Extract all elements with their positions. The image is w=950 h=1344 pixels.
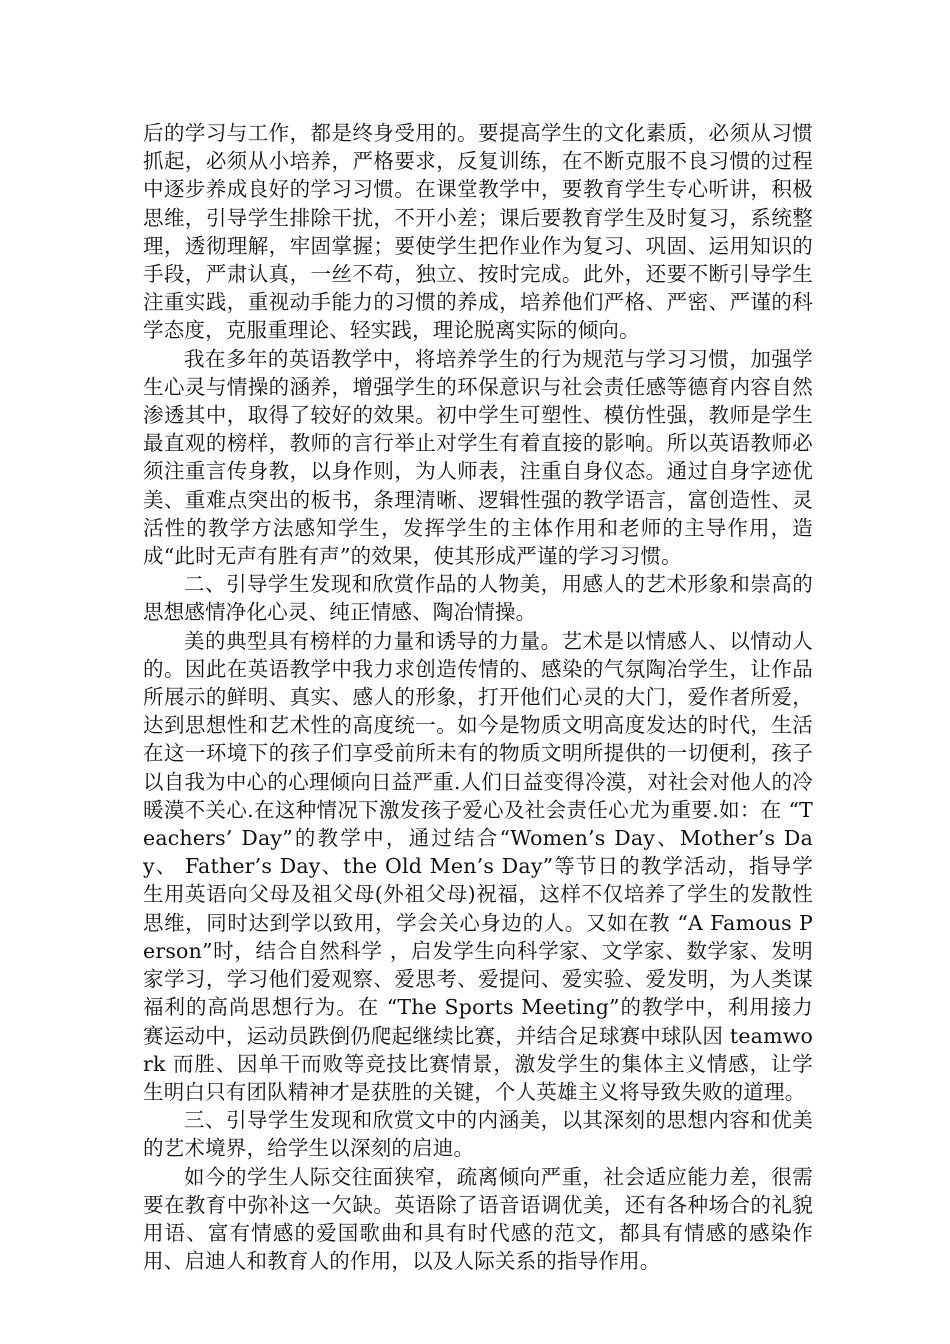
section-heading-two: 二、引导学生发现和欣赏作品的人物美，用感人的艺术形象和崇高的思想感情净化心灵、纯正情感、陶冶情操。 (143, 572, 813, 625)
document-body (143, 119, 813, 1275)
paragraph-inner-beauty: 如今的学生人际交往面狭窄，疏离倾向严重，社会适应能力差，很需要在教育中弥补这一欠缺。英语除了语音语调优美，还有各种场合的礼貌用语、富有情感的爱国歌曲和具有时代感的范文，都具有情感的感染作用、启迪人和教育人的作用，以及人际关系的指导作用。 (143, 1164, 813, 1274)
paragraph-english-teaching: 我在多年的英语教学中，将培养学生的行为规范与学习习惯，加强学生心灵与情操的涵养，增强学生的环保意识与社会责任感等德育内容自然渗透其中，取得了较好的效果。初中学生可塑性、模仿性强，教师是学生最直观的榜样，教师的言行举止对学生有着直接的影响。所以英语教师必须注重言传身教，以身作则，为人师表，注重自身仪态。通过自身字迹优美、重难点突出的板书，条理清晰、逻辑性强的教学语言，富创造性、灵活性的教学方法感知学生，发挥学生的主体作用和老师的主导作用，造成“此时无声有胜有声”的效果，使其形成严谨的学习习惯。 (143, 346, 813, 569)
section-heading-three: 三、引导学生发现和欣赏文中的内涵美，以其深刻的思想内容和优美的艺术境界，给学生以深刻的启迪。 (143, 1108, 813, 1161)
paragraph-habits: 后的学习与工作，都是终身受用的。要提高学生的文化素质，必须从习惯抓起，必须从小培养，严格要求，反复训练，在不断克服不良习惯的过程中逐步养成良好的学习习惯。在课堂教学中，要教育学生专心听讲，积极思维，引导学生排除干扰，不开小差；课后要教育学生及时复习，系统整理，透彻理解，牢固掌握；要使学生把作业作为复习、巩固、运用知识的手段，严肃认真，一丝不苟，独立、按时完成。此外，还要不断引导学生注重实践，重视动手能力的习惯的养成，培养他们严格、严密、严谨的科学态度，克服重理论、轻实践，理论脱离实际的倾向。 (143, 121, 813, 343)
paragraph-character-beauty: 美的典型具有榜样的力量和诱导的力量。艺术是以情感人、以情动人的。因此在英语教学中我力求创造传情的、感染的气氛陶冶学生，让作品所展示的鲜明、真实、感人的形象，打开他们心灵的大门，爱作者所爱，达到思想性和艺术性的高度统一。如今是物质文明高度发达的时代，生活在这一环境下的孩子们享受前所未有的物质文明所提供的一切便利，孩子以自我为中心的心理倾向日益严重.人们日益变得冷漠，对社会对他人的冷暖漠不关心.在这种情况下激发孩子爱心及社会责任心尤为重要.如：在 “Teachers’ Day”的教学中，通过结合“Women’s Day、Mother’s Day、 Father’s Day、the Old Men’s Day”等节日的教学活动，指导学生用英语向父母及祖父母(外祖父母)祝福，这样不仅培养了学生的发散性思维，同时达到学以致用，学会关心身边的人。又如在教 “A Famous Person”时，结合自然科学 ，启发学生向科学家、文学家、数学家、发明家学习，学习他们爱观察、爱思考、爱提问、爱实验、爱发明，为人类谋福利的高尚思想行为。在 “The Sports Meeting”的教学中，利用接力赛运动中，运动员跌倒仍爬起继续比赛，并结合足球赛中球队因 teamwork 而胜、因单干而败等竞技比赛情景，激发学生的集体主义情感，让学生明白只有团队精神才是获胜的关键，个人英雄主义将导致失败的道理。 (143, 628, 813, 1104)
